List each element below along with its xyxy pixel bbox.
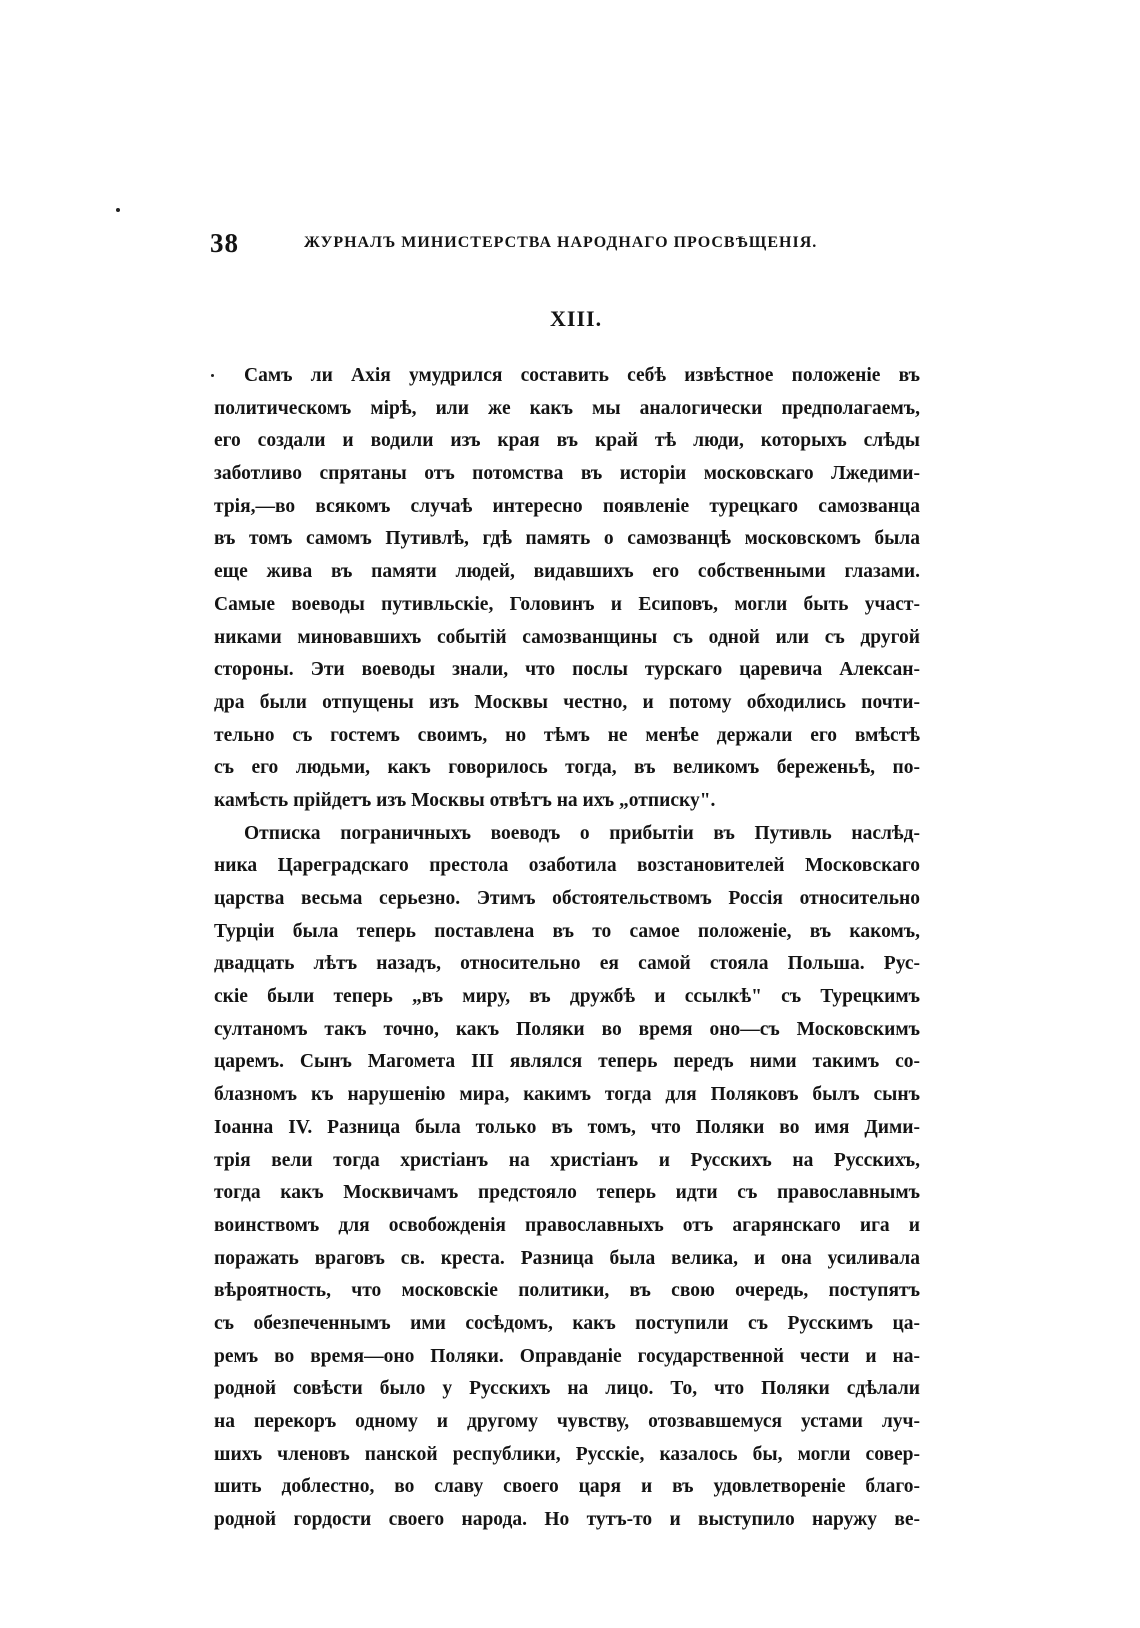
running-head: ЖУРНАЛЪ МИНИСТЕРСТВА НАРОДНАГО ПРОСВѢЩЕНІЯ. bbox=[304, 234, 818, 251]
text-line: Самъ ли Ахія умудрился составить себѣ извѣстное положеніе въ bbox=[244, 365, 920, 386]
text-body bbox=[214, 360, 920, 1537]
text-line: его создали и водили изъ края въ край тѣ люди, которыхъ слѣды bbox=[214, 430, 920, 452]
text-line: съ обезпеченнымъ ими сосѣдомъ, какъ поступили съ Русскимъ ца- bbox=[214, 1312, 920, 1334]
text-line: двадцать лѣтъ назадъ, относительно ея самой стояла Польша. Рус- bbox=[214, 953, 920, 975]
page-number: 38 bbox=[210, 228, 239, 258]
text-line: политическомъ мірѣ, или же какъ мы аналогически предполагаемъ, bbox=[214, 397, 920, 419]
text-line: скіе были теперь „въ миру, въ дружбѣ и ссылкѣ" съ Турецкимъ bbox=[214, 986, 920, 1008]
text-line: камѣсть прійдетъ изъ Москвы отвѣтъ на ихъ „отписку". bbox=[214, 789, 716, 811]
text-line: заботливо спрятаны отъ потомства въ исторіи московскаго Лжедими- bbox=[214, 463, 920, 485]
text-line: на перекоръ одному и другому чувству, отозвавшемуся устами луч- bbox=[214, 1411, 920, 1432]
text-line: стороны. Эти воеводы знали, что послы турскаго царевича Алексан- bbox=[214, 659, 920, 681]
scan-speck bbox=[211, 374, 214, 377]
text-line: родной гордости своего народа. Но тутъ-то и выступило наружу ве- bbox=[214, 1509, 920, 1531]
chapter-number: XIII. bbox=[550, 306, 603, 331]
text-line: Самые воеводы путивльскіе, Головинъ и Есиповъ, могли быть участ- bbox=[214, 593, 920, 615]
text-line: поражать враговъ св. креста. Разница была велика, и она усиливала bbox=[214, 1247, 920, 1269]
text-line: султаномъ такъ точно, какъ Поляки во время оно—съ Московскимъ bbox=[214, 1018, 920, 1040]
text-line: шить доблестно, во славу своего царя и въ удовлетвореніе благо- bbox=[214, 1476, 920, 1498]
text-line: трія вели тогда христіанъ на христіанъ и Русскихъ на Русскихъ, bbox=[214, 1149, 920, 1171]
text-line: никами миновавшихъ событій самозванщины съ одной или съ другой bbox=[214, 626, 920, 648]
text-line: въ томъ самомъ Путивлѣ, гдѣ память о самозванцѣ московскомъ была bbox=[214, 528, 920, 550]
text-line: Турціи была теперь поставлена въ то самое положеніе, въ какомъ, bbox=[214, 920, 920, 942]
text-line: дра были отпущены изъ Москвы честно, и потому обходились почти- bbox=[214, 691, 920, 713]
text-line: еще жива въ памяти людей, видавшихъ его собственными глазами. bbox=[214, 561, 920, 583]
text-line: царемъ. Сынъ Магомета III являлся теперь передъ ними такимъ со- bbox=[214, 1051, 920, 1073]
scan-speck bbox=[116, 208, 120, 212]
text-line: родной совѣсти было у Русскихъ на лицо. То, что Поляки сдѣлали bbox=[214, 1378, 920, 1400]
text-line: тельно съ гостемъ своимъ, но тѣмъ не менѣе держали его вмѣстѣ bbox=[214, 724, 920, 746]
text-line: царства весьма серьезно. Этимъ обстоятельствомъ Россія относительно bbox=[214, 888, 920, 909]
text-line: блазномъ къ нарушенію мира, какимъ тогда для Поляковъ былъ сынъ bbox=[214, 1084, 920, 1106]
text-line: ника Цареградскаго престола озаботила возстановителей Московскаго bbox=[214, 855, 920, 877]
text-line: Іоанна IV. Разница была только въ томъ, что Поляки во имя Дими- bbox=[214, 1116, 920, 1138]
page-header bbox=[210, 228, 910, 264]
text-line: тогда какъ Москвичамъ предстояло теперь идти съ православнымъ bbox=[214, 1182, 920, 1204]
text-line: съ его людьми, какъ говорилось тогда, въ великомъ береженьѣ, по- bbox=[214, 757, 920, 779]
text-line: ремъ во время—оно Поляки. Оправданіе государственной чести и на- bbox=[214, 1345, 920, 1367]
text-line: трія,—во всякомъ случаѣ интересно появленіе турецкаго самозванца bbox=[214, 495, 920, 517]
text-line: шихъ членовъ панской республики, Русскіе, казалось бы, могли совер- bbox=[214, 1443, 920, 1465]
text-line: Отписка пограничныхъ воеводъ о прибытіи въ Путивль наслѣд- bbox=[244, 822, 920, 844]
text-line: вѣроятность, что московскіе политики, въ свою очередь, поступятъ bbox=[214, 1280, 920, 1302]
text-line: воинствомъ для освобожденія православныхъ отъ агарянскаго ига и bbox=[214, 1214, 920, 1236]
